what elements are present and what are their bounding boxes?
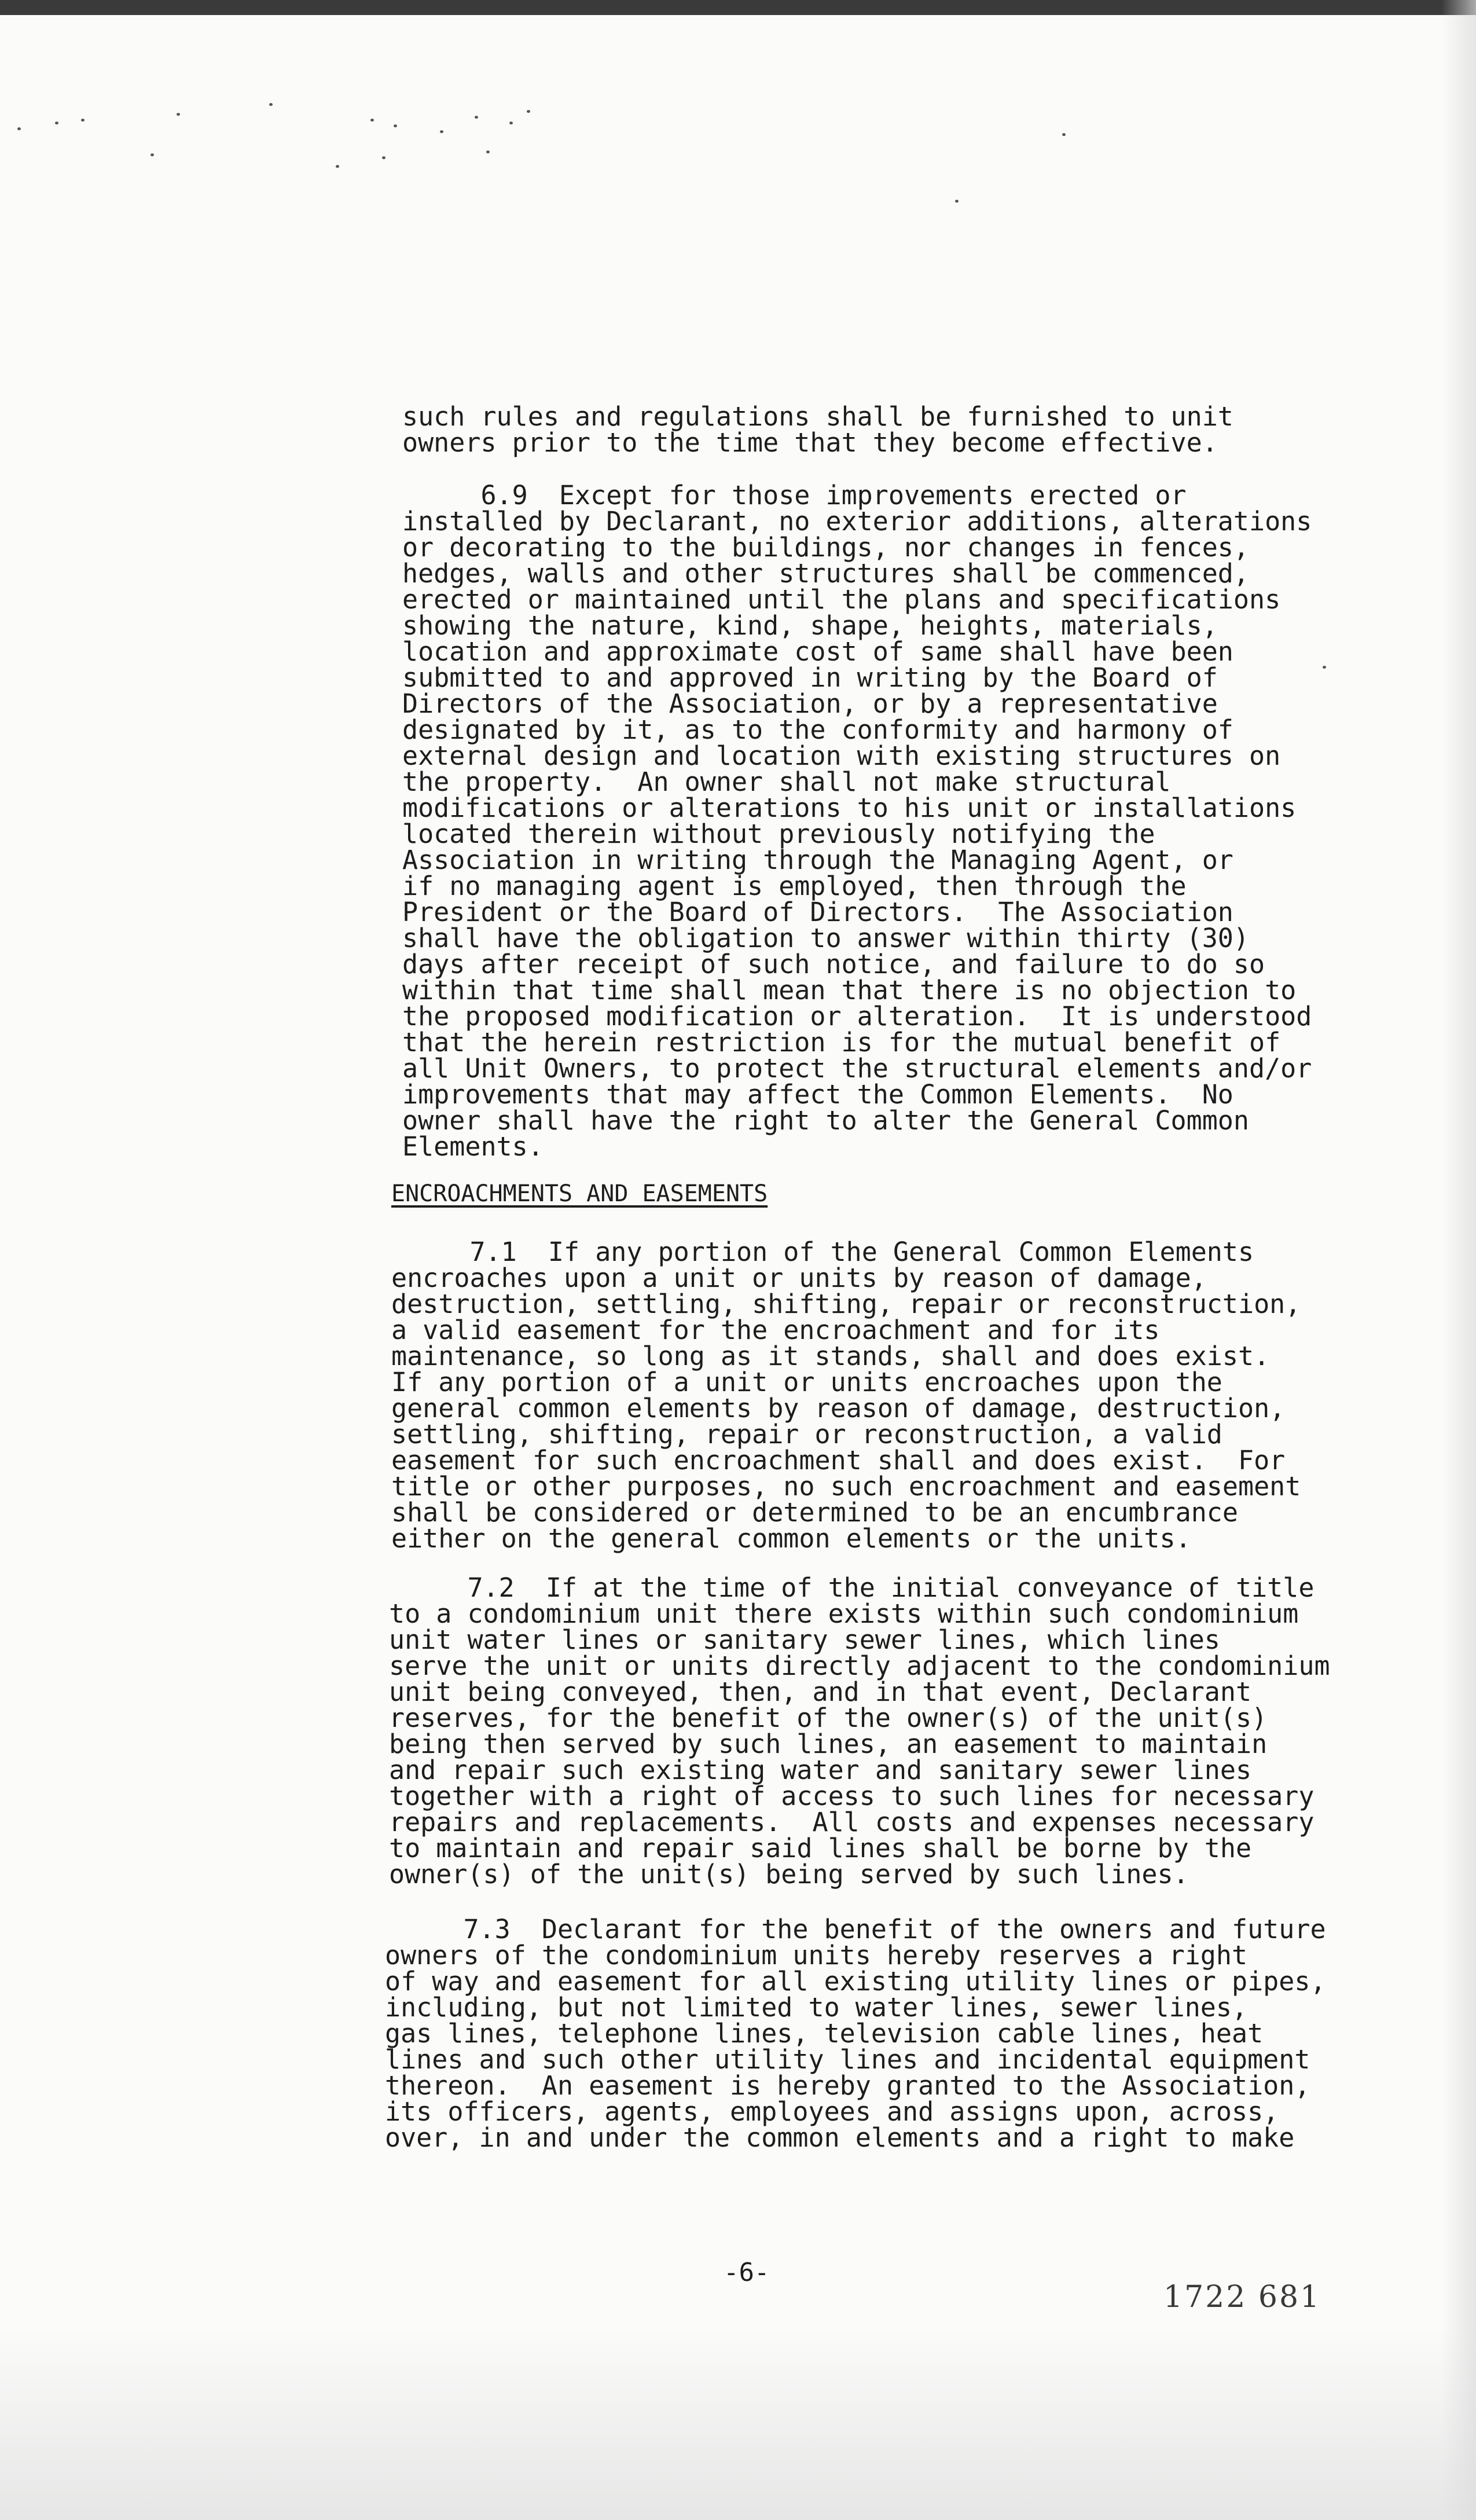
section-heading: ENCROACHMENTS AND EASEMENTS <box>391 1180 768 1207</box>
scan-speck <box>527 110 530 113</box>
scan-speck <box>177 113 180 116</box>
intro-paragraph: such rules and regulations shall be furnished to unit owners prior to the time that they become effective. <box>402 401 1233 458</box>
section-6-9: 6.9 Except for those improvements erected or installed by Declarant, no exterior additions, alterations or decorating to the buildings, nor changes in fences, hedges, walls and other structures shall be commenced, erected or maintained until the plans and specifications showing the nature, kind, shape, heights, materials, location and approximate cost of same shall have been submitted to and approved in writing by the Board of Directors of the Association, or by a representative designated by it, as to the conformity and harmony of external design and location with existing structures on the property. An owner shall not make structural modifications or alterations to his unit or installations located therein without previously notifying the Association in writing through the Managing Agent, or if no managing agent is employed, then through the President or the Board of Directors. The Association shall have the obligation to answer within thirty (30) days after receipt of such notice, and failure to do so within that time shall mean that there is no objection to the proposed modification or alteration. It is understood that the herein restriction is for the mutual benefit of all Unit Owners, to protect the structural elements and/or improvements that may affect the Common Elements. No owner shall have the right to alter the General Common Elements. <box>402 480 1312 1162</box>
scan-speck <box>336 165 339 168</box>
scan-speck <box>394 124 397 127</box>
section-7-2: 7.2 If at the time of the initial conveyance of title to a condominium unit there exists within such condominium unit water lines or sanitary sewer lines, which lines serve the unit or units directly adjacent to the condominium unit being conveyed, then, and in that event, Declarant reserves, for the benefit of the owner(s) of the unit(s) being then served by such lines, an easement to maintain and repair such existing water and sanitary sewer lines together with a right of access to such lines for necessary repairs and replacements. All costs and expenses necessary to maintain and repair said lines shall be borne by the owner(s) of the unit(s) being served by such lines. <box>389 1572 1330 1890</box>
page-number: -6- <box>724 2258 770 2287</box>
scan-speck <box>955 200 959 203</box>
scan-speck <box>1323 666 1326 669</box>
scan-speck <box>382 156 385 159</box>
scan-speck <box>81 119 85 122</box>
book-page-stamp: 1722 681 <box>1163 2280 1321 2314</box>
scan-speck <box>269 103 273 106</box>
scan-speck <box>17 127 21 130</box>
scan-speck <box>440 130 443 133</box>
scan-speck <box>150 153 154 156</box>
scan-speck <box>1062 133 1066 136</box>
scan-speck <box>55 122 58 124</box>
scan-speck <box>509 122 513 124</box>
scan-right-shadow <box>1441 0 1476 2520</box>
scan-speck <box>370 119 374 122</box>
scan-speck <box>475 116 478 119</box>
section-7-3: 7.3 Declarant for the benefit of the owners and future owners of the condominium units hereby reserves a right of way and easement for all existing utility lines or pipes, including, but not limited to water lines, sewer lines, gas lines, telephone lines, television cable lines, heat lines and such other utility lines and incidental equipment thereon. An easement is hereby granted to the Association, its officers, agents, employees and assigns upon, across, over, in and under the common elements and a right to make <box>385 1914 1326 2153</box>
section-7-1: 7.1 If any portion of the General Common Elements encroaches upon a unit or units by reason of damage, destruction, settling, shifting, repair or reconstruction, a valid easement for the encroachment and for its maintenance, so long as it stands, shall and does exist. If any portion of a unit or units encroaches upon the general common elements by reason of damage, destruction, settling, shifting, repair or reconstruction, a valid easement for such encroachment shall and does exist. For title or other purposes, no such encroachment and easement shall be considered or determined to be an encumbrance either on the general common elements or the units. <box>391 1237 1301 1554</box>
scan-top-edge <box>0 0 1476 15</box>
scan-bottom-shadow <box>0 2329 1476 2520</box>
scan-speck <box>486 151 490 153</box>
